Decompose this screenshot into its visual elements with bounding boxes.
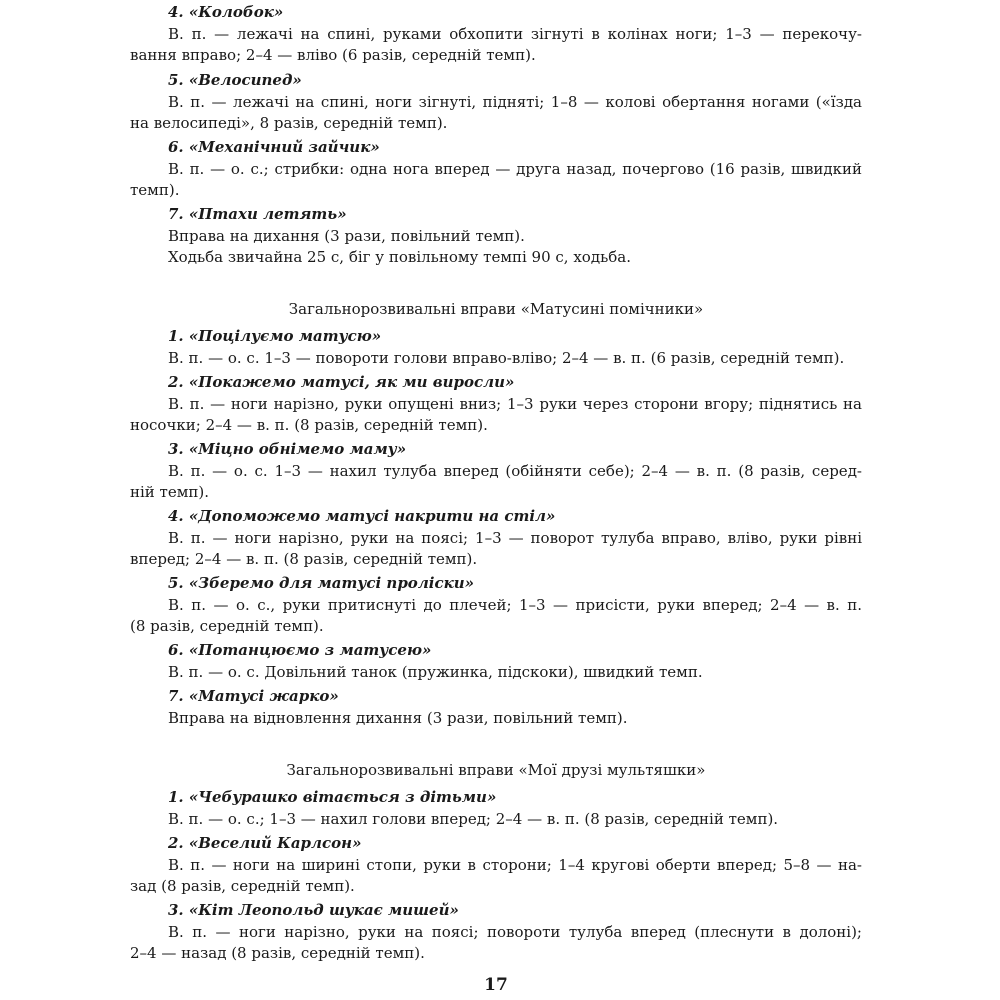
section-heading: Загальнорозвивальні вправи «Матусині помічники»	[288, 300, 704, 318]
exercise-title: 5. «Зберемо для матусі проліски»	[168, 574, 475, 592]
exercise-title: 4. «Колобок»	[168, 3, 284, 21]
exercise-text: носочки; 2–4 — в. п. (8 разів, середній темп).	[130, 416, 488, 434]
exercise-title: 6. «Потанцюємо з матусею»	[168, 641, 432, 659]
exercise-title: 1. «Чебурашко вітається з дітьми»	[168, 788, 497, 806]
exercise-text: В. п. — лежачі на спині, ноги зігнуті, підняті; 1–8 — колові обертання ногами («їзда	[168, 93, 862, 111]
exercise-title: 7. «Птахи летять»	[168, 205, 347, 223]
exercise-text: В. п. — ноги на ширині стопи, руки в сторони; 1–4 кругові оберти вперед; 5–8 — на-	[168, 856, 862, 874]
exercise-title: 2. «Покажемо матусі, як ми виросли»	[168, 373, 515, 391]
exercise-title: 4. «Допоможемо матусі накрити на стіл»	[168, 507, 556, 525]
exercise-text: (8 разів, середній темп).	[130, 617, 324, 635]
exercise-text: Вправа на дихання (3 рази, повільний темп).	[168, 227, 525, 245]
exercise-title: 3. «Міцно обнімемо маму»	[168, 440, 407, 458]
exercise-text: В. п. — ноги нарізно, руки на поясі; 1–3 — поворот тулуба вправо, вліво, руки рівні	[168, 529, 862, 547]
exercise-title: 1. «Поцілуємо матусю»	[168, 327, 382, 345]
exercise-text: на велосипеді», 8 разів, середній темп).	[130, 114, 448, 132]
exercise-title: 2. «Веселий Карлсон»	[168, 834, 362, 852]
exercise-text: В. п. — о. с. 1–3 — повороти голови вправо-вліво; 2–4 — в. п. (6 разів, середній темп).	[168, 349, 845, 367]
exercise-text: 2–4 — назад (8 разів, середній темп).	[130, 944, 425, 962]
exercise-text: В. п. — о. с. Довільний танок (пружинка, підскоки), швидкий темп.	[168, 663, 703, 681]
exercise-text: В. п. — о. с.; стрибки: одна нога вперед — друга назад, почергово (16 разів, швидкий	[168, 160, 862, 178]
exercise-text: вперед; 2–4 — в. п. (8 разів, середній темп).	[130, 550, 478, 568]
exercise-text: темп).	[130, 181, 180, 199]
exercise-text: В. п. — ноги нарізно, руки опущені вниз; 1–3 руки через сторони вгору; піднятись на	[168, 395, 862, 413]
exercise-text: ній темп).	[130, 483, 210, 501]
exercise-text: В. п. — лежачі на спині, руками обхопити зігнуті в колінах ноги; 1–3 — перекочу-	[168, 25, 862, 43]
exercise-text: В. п. — ноги нарізно, руки на поясі; повороти тулуба вперед (плеснути в долоні);	[168, 923, 862, 941]
exercise-text: Вправа на відновлення дихання (3 рази, повільний темп).	[168, 709, 628, 727]
section-heading: Загальнорозвивальні вправи «Мої друзі мультяшки»	[286, 761, 706, 779]
exercise-text: Ходьба звичайна 25 с, біг у повільному темпі 90 с, ходьба.	[168, 248, 631, 266]
exercise-title: 5. «Велосипед»	[168, 71, 302, 89]
exercise-text: вання вправо; 2–4 — вліво (6 разів, середній темп).	[130, 46, 536, 64]
exercise-title: 6. «Механічний зайчик»	[168, 138, 380, 156]
exercise-text: зад (8 разів, середній темп).	[130, 877, 355, 895]
exercise-text: В. п. — о. с.; 1–3 — нахил голови вперед; 2–4 — в. п. (8 разів, середній темп).	[168, 810, 779, 828]
exercise-text: В. п. — о. с. 1–3 — нахил тулуба вперед (обійняти себе); 2–4 — в. п. (8 разів, серед-	[168, 462, 862, 480]
exercise-text: В. п. — о. с., руки притиснуті до плечей; 1–3 — присісти, руки вперед; 2–4 — в. п.	[168, 596, 862, 614]
exercise-title: 3. «Кіт Леопольд шукає мишей»	[168, 901, 459, 919]
page-number: 17	[484, 975, 508, 995]
exercise-title: 7. «Матусі жарко»	[168, 687, 339, 705]
